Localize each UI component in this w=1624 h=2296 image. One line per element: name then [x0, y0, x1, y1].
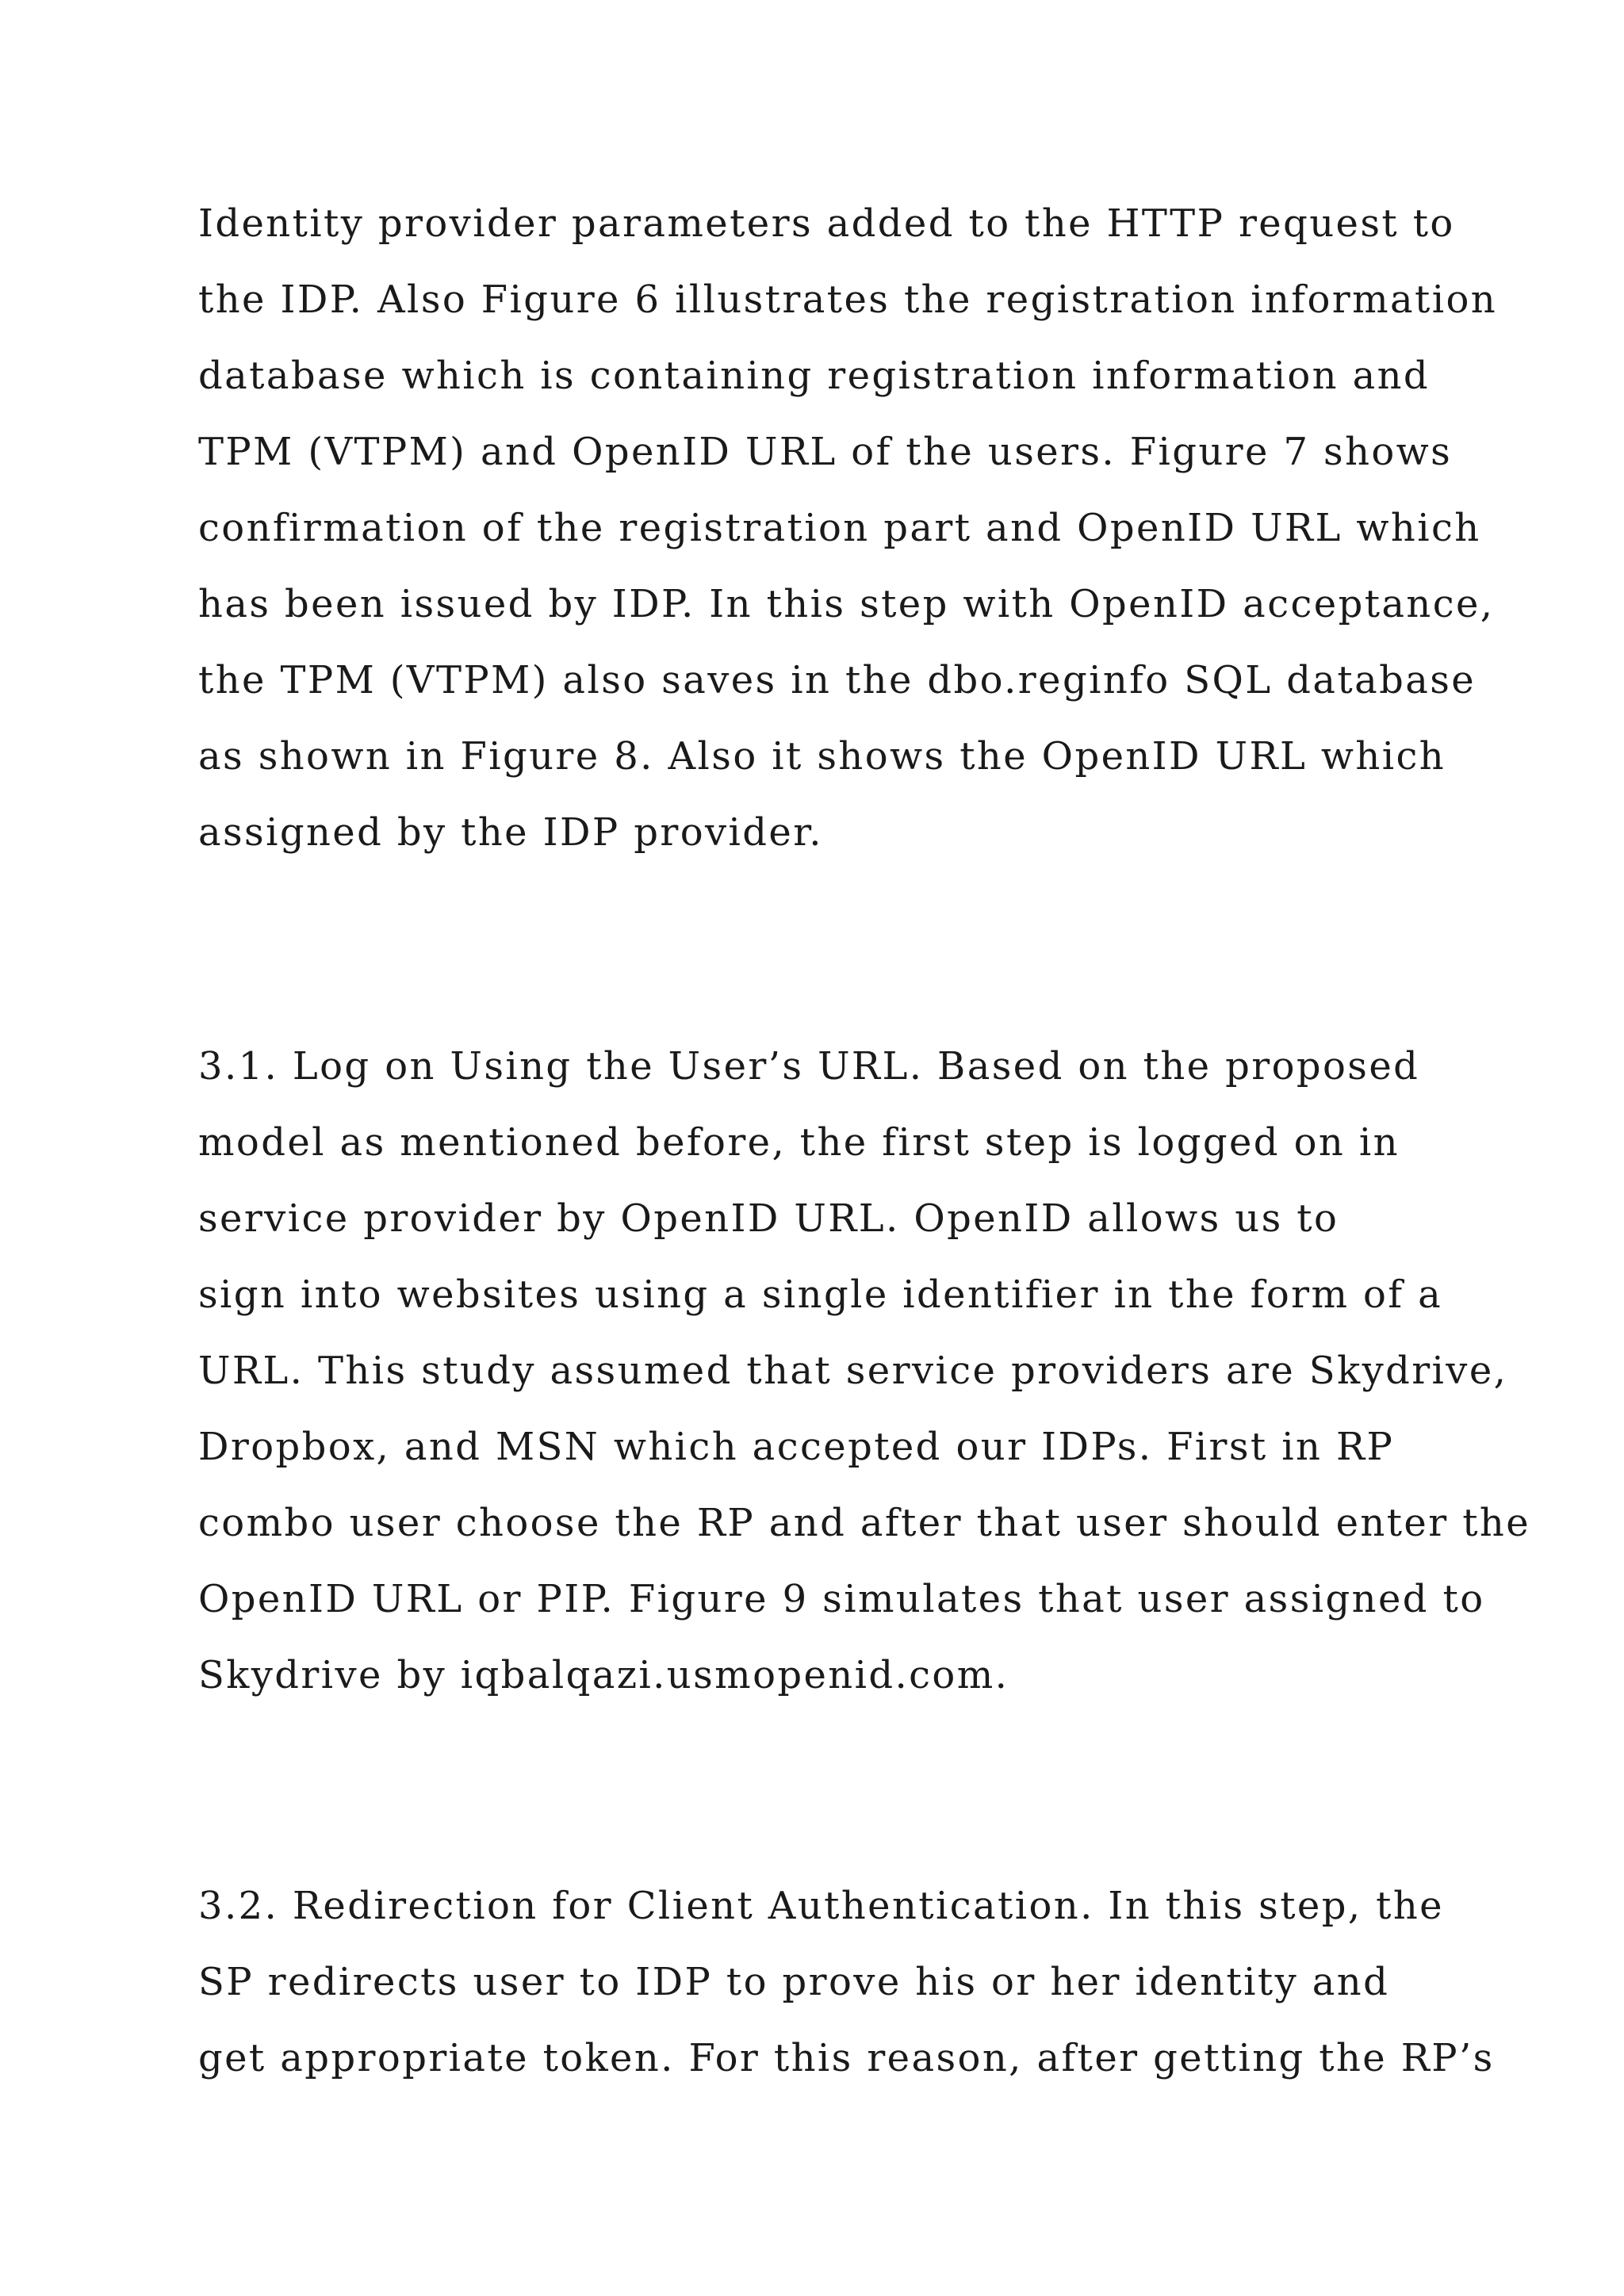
text-line: 3.1. Log on Using the User’s URL. Based on the proposed [198, 1044, 1420, 1089]
text-line: combo user choose the RP and after that user should enter the [198, 1501, 1531, 1545]
text-line: as shown in Figure 8. Also it shows the OpenID URL which [198, 734, 1446, 779]
text-line: SP redirects user to IDP to prove his or her identity and [198, 1960, 1390, 2004]
text-line: get appropriate token. For this reason, after getting the RP’s [198, 2036, 1495, 2080]
text-line: sign into websites using a single identifier in the form of a [198, 1272, 1443, 1317]
text-line: assigned by the IDP provider. [198, 810, 823, 855]
text-line: Dropbox, and MSN which accepted our IDPs. First in RP [198, 1425, 1395, 1469]
text-line: model as mentioned before, the first step is logged on in [198, 1120, 1400, 1165]
text-line: the TPM (VTPM) also saves in the dbo.reginfo SQL database [198, 658, 1477, 702]
text-line: OpenID URL or PIP. Figure 9 simulates that user assigned to [198, 1577, 1485, 1621]
text-line: URL. This study assumed that service providers are Skydrive, [198, 1349, 1508, 1393]
paragraph-idp-parameters [198, 186, 1498, 871]
text-line: the IDP. Also Figure 6 illustrates the registration information [198, 277, 1498, 322]
text-line: Identity provider parameters added to the HTTP request to [198, 201, 1455, 246]
text-line: TPM (VTPM) and OpenID URL of the users. Figure 7 shows [198, 430, 1453, 474]
text-line: confirmation of the registration part and OpenID URL which [198, 506, 1481, 550]
text-line: database which is containing registration information and [198, 354, 1431, 398]
text-line: has been issued by IDP. In this step with OpenID acceptance, [198, 582, 1495, 626]
text-line: Skydrive by iqbalqazi.usmopenid.com. [198, 1653, 1009, 1697]
text-line: 3.2. Redirection for Client Authentication. In this step, the [198, 1884, 1444, 1928]
text-line: service provider by OpenID URL. OpenID allows us to [198, 1196, 1339, 1241]
paragraph-section-3-1 [198, 1028, 1531, 1713]
paragraph-section-3-2 [198, 1868, 1495, 2096]
